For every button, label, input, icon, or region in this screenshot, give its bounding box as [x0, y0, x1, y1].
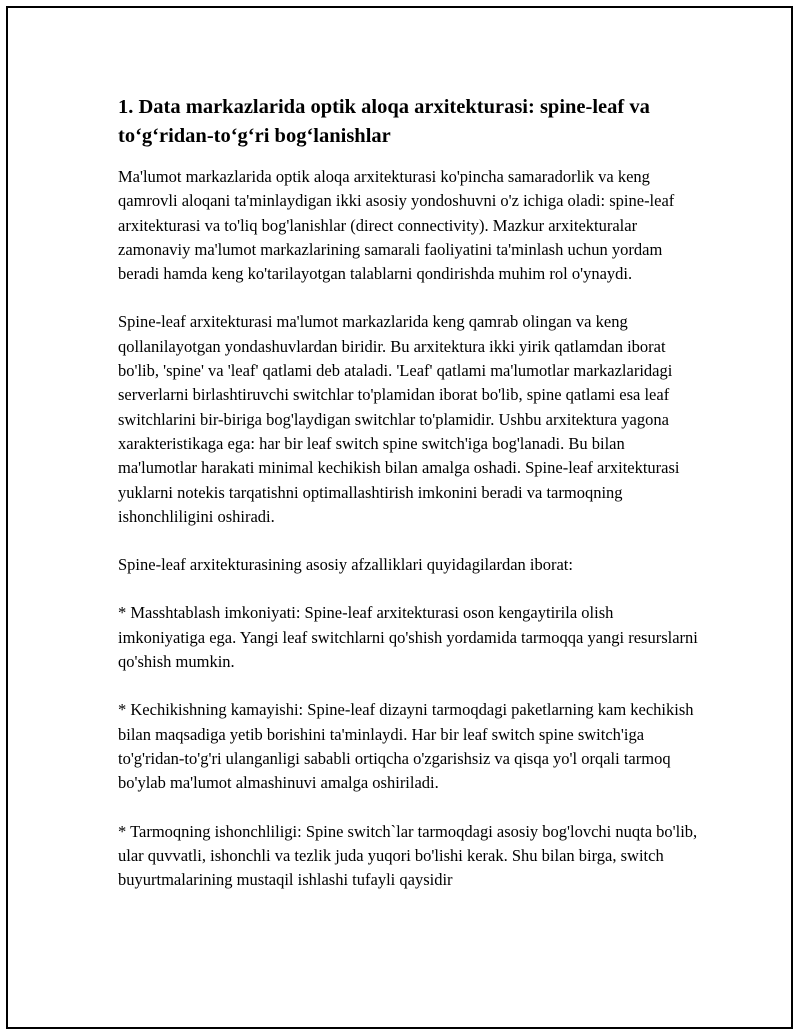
section-heading: 1. Data markazlarida optik aloqa arxitekturasi: spine-leaf va to‘g‘ridan-to‘g‘ri bog‘lanishlar	[118, 96, 650, 147]
paragraph-spine-leaf: Spine-leaf arxitekturasi ma'lumot markazlarida keng qamrab olingan va keng qollanilayotgan yondashuvlardan biridir. Bu arxitektura ikki yirik qatlamdan iborat bo'lib, 'spine' va 'leaf' qatlami deb ataladi. 'Leaf' qatlami ma'lumotlar markazlaridagi serverlarni birlashtiruvchi switchlar to'plamidan iborat bo'lib, spine qatlami esa leaf switchlarini bir-biriga bog'laydigan switchlar to'plamidir. Ushbu arxitektura yagona xarakteristikaga ega: har bir leaf switch spine switch'iga bog'lanadi. Bu bilan ma'lumotlar harakati minimal kechikish bilan amalga oshadi. Spine-leaf arxitekturasi yuklarni notekis tarqatishni optimallashtirish imkonini beradi va tarmoqning ishonchliligini oshiradi.	[118, 312, 680, 526]
bullet-reliability: * Tarmoqning ishonchliligi: Spine switch`lar tarmoqdagi asosiy bog'lovchi nuqta bo'lib, ular quvvatli, ishonchli va tezlik juda yuqori bo'lishi kerak. Shu bilan birga, switch buyurtmalarining mustaqil ishlashi tufayli qaysidir	[118, 821, 698, 890]
paragraph-advantages-lead: Spine-leaf arxitekturasining asosiy afzalliklari quyidagilardan iborat:	[118, 555, 573, 575]
document-body	[118, 93, 698, 916]
paragraph-intro: Ma'lumot markazlarida optik aloqa arxitekturasi ko'pincha samaradorlik va keng qamrovli aloqani ta'minlaydigan ikki asosiy yondoshuvni o'z ichiga oladi: spine-leaf arxitekturasi va to'liq bog'lanishlar (direct connectivity). Mazkur arxitekturalar zamonaviy ma'lumot markazlarining samarali faoliyatini ta'minlash uchun yordam beradi hamda keng ko'tarilayotgan talablarni qondirishda muhim rol o'ynaydi.	[118, 167, 675, 284]
bullet-latency: * Kechikishning kamayishi: Spine-leaf dizayni tarmoqdagi paketlarning kam kechikish bilan maqsadiga yetib borishini ta'minlaydi. Har bir leaf switch spine switch'iga to'g'ridan-to'g'ri ulanganligi sababli ortiqcha o'zgarishsiz va qisqa yo'l orqali tarmoq bo'ylab ma'lumot almashinuvi amalga oshiriladi.	[118, 700, 694, 793]
bullet-scalability: * Masshtablash imkoniyati: Spine-leaf arxitekturasi oson kengaytirila olish imkoniyatiga ega. Yangi leaf switchlarni qo'shish yordamida tarmoqqa yangi resurslarni qo'shish mumkin.	[118, 603, 698, 672]
